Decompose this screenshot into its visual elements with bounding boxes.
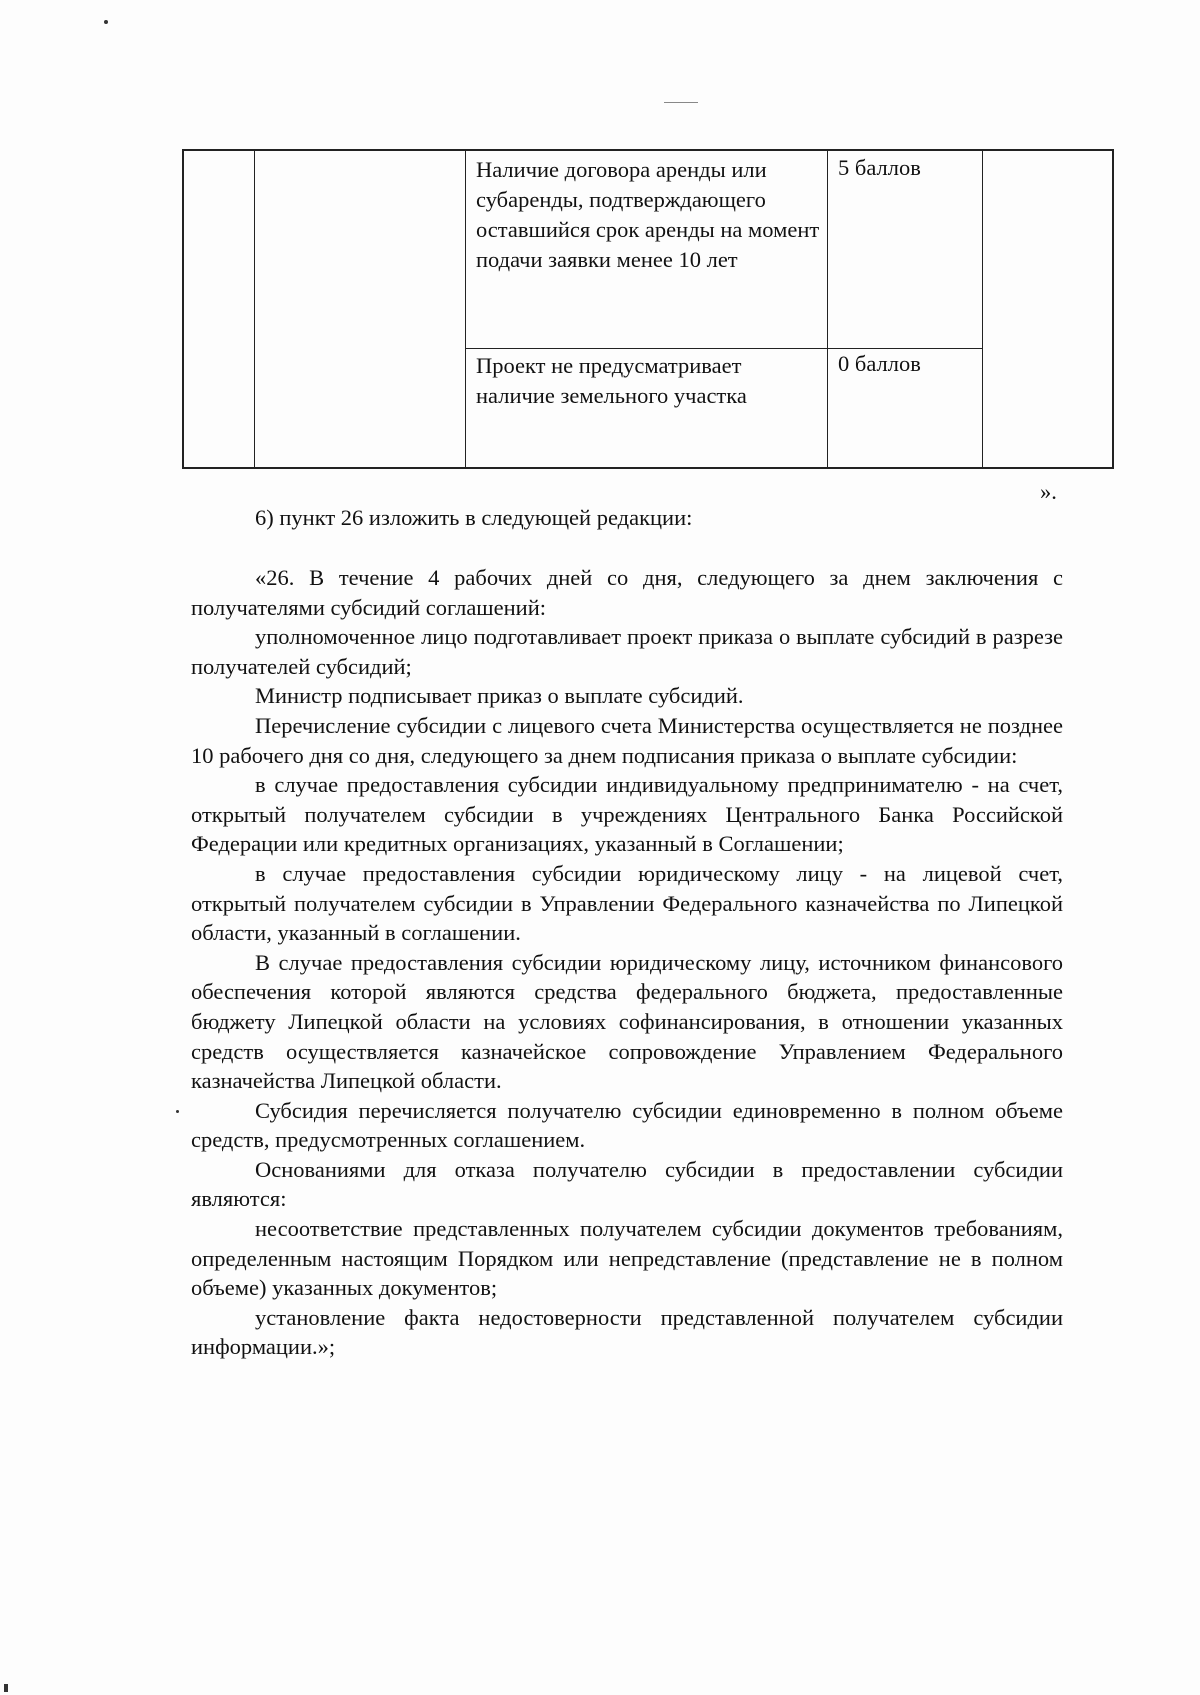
table-criterion-cell: Наличие договора аренды или субаренды, подтверждающего оставшийся срок аренды на момент подачи заявки менее 10 лет (476, 157, 820, 272)
paragraph: Субсидия перечисляется получателю субсидии единовременно в полном объеме средств, предусмотренных соглашением. (191, 1097, 1063, 1153)
paragraph: Министр подписывает приказ о выплате субсидий. (255, 683, 744, 709)
table-column-divider (254, 151, 255, 467)
scan-speck (4, 1684, 8, 1692)
table-criterion-cell: Проект не предусматривает наличие земельного участка (476, 353, 747, 408)
scan-speck (104, 20, 108, 24)
paragraph: в случае предоставления субсидии индивидуальному предпринимателю - на счет, открытый получателем субсидии в учреждениях Центрального Банка Российской Федерации или кредитных организациях, указанный в Соглашении; (191, 772, 1063, 857)
table-closing-quote: ». (1040, 479, 1057, 504)
table-score-cell: 0 баллов (838, 351, 921, 376)
table-score-cell: 5 баллов (838, 155, 921, 180)
paragraph: уполномоченное лицо подготавливает проект приказа о выплате субсидий в разрезе получателей субсидий; (191, 624, 1063, 679)
table-column-divider (827, 151, 828, 467)
page-number-mark (664, 100, 698, 104)
body-text (191, 563, 1063, 1362)
item-heading: 6) пункт 26 изложить в следующей редакции: (255, 505, 693, 530)
table-column-divider (465, 151, 466, 467)
paragraph: Основаниями для отказа получателю субсидии в предоставлении субсидии являются: (191, 1156, 1063, 1212)
paragraph: В случае предоставления субсидии юридическому лицу, источником финансового обеспечения которой являются средства федерального бюджета, предоставленные бюджету Липецкой области на условиях софинансирования, в отношении указанных средств осуществляется казначейское сопровождение Управлением Федерального казначейства Липецкой области. (191, 949, 1063, 1094)
paragraph: установление факта недостоверности представленной получателем субсидии информации.»; (191, 1304, 1063, 1360)
table-column-divider (982, 151, 983, 467)
scoring-table (182, 149, 1114, 469)
paragraph: Перечисление субсидии с лицевого счета Министерства осуществляется не позднее 10 рабочего дня со дня, следующего за днем подписания приказа о выплате субсидии: (191, 712, 1063, 768)
paragraph: несоответствие представленных получателем субсидии документов требованиям, определенным настоящим Порядком или непредставление (представление не в полном объеме) указанных документов; (191, 1216, 1063, 1301)
paragraph: в случае предоставления субсидии юридическому лицу - на лицевой счет, открытый получателем субсидии в Управлении Федерального казначейства по Липецкой области, указанный в соглашении. (191, 860, 1063, 946)
paragraph: «26. В течение 4 рабочих дней со дня, следующего за днем заключения с получателями субсидий соглашений: (191, 565, 1063, 620)
scan-speck (176, 1110, 179, 1113)
